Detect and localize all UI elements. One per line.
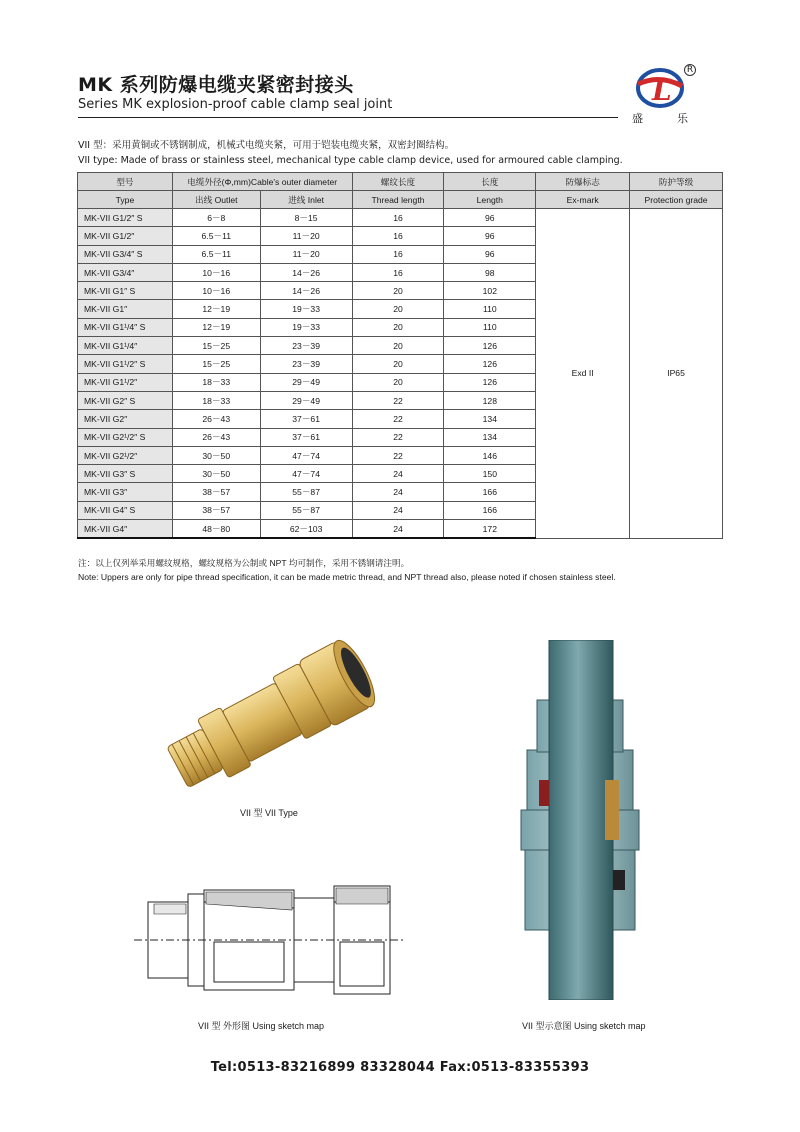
cell-inlet: 55－87 [260, 483, 352, 501]
cell-length: 134 [444, 428, 536, 446]
cell-inlet: 37－61 [260, 410, 352, 428]
cell-length: 98 [444, 263, 536, 281]
cell-outlet: 26－43 [172, 428, 260, 446]
cell-outlet: 15－25 [172, 337, 260, 355]
spec-table-body [78, 209, 723, 539]
cell-type: MK-VII G1¹/4″ [78, 337, 173, 355]
cell-length: 110 [444, 300, 536, 318]
cell-type: MK-VII G1/2″ [78, 227, 173, 245]
description-en: VII type: Made of brass or stainless steel, mechanical type cable clamp device, used for armoured cable clamping. [78, 155, 623, 166]
cell-outlet: 12－19 [172, 318, 260, 336]
cell-type: MK-VII G3/4″ [78, 263, 173, 281]
registered-mark: R [684, 64, 696, 76]
cell-thread-length: 16 [352, 209, 444, 227]
cell-length: 96 [444, 227, 536, 245]
table-header-row-1 [78, 173, 723, 191]
caption-photo: VII 型 VII Type [240, 808, 298, 818]
cell-length: 166 [444, 483, 536, 501]
cell-thread-length: 24 [352, 465, 444, 483]
cell-inlet: 8－15 [260, 209, 352, 227]
cell-outlet: 30－50 [172, 446, 260, 464]
table-row [78, 209, 723, 227]
cell-length: 166 [444, 501, 536, 519]
cell-inlet: 14－26 [260, 282, 352, 300]
cell-thread-length: 16 [352, 245, 444, 263]
cell-length: 146 [444, 446, 536, 464]
header-ex-en: Ex-mark [536, 191, 630, 209]
cell-inlet: 14－26 [260, 263, 352, 281]
cell-outlet: 38－57 [172, 501, 260, 519]
cell-inlet: 47－74 [260, 465, 352, 483]
cell-outlet: 10－16 [172, 263, 260, 281]
cell-inlet: 29－49 [260, 391, 352, 409]
cell-inlet: 47－74 [260, 446, 352, 464]
cell-inlet: 11－20 [260, 227, 352, 245]
cell-length: 150 [444, 465, 536, 483]
header-type-en: Type [78, 191, 173, 209]
cell-thread-length: 20 [352, 337, 444, 355]
cutaway-diagram [505, 640, 665, 1000]
header-length-en: Length [444, 191, 536, 209]
cell-thread-length: 24 [352, 483, 444, 501]
cell-inlet: 62－103 [260, 520, 352, 539]
spec-table [77, 172, 723, 539]
cell-inlet: 11－20 [260, 245, 352, 263]
cell-type: MK-VII G2¹/2″ [78, 446, 173, 464]
cell-inlet: 29－49 [260, 373, 352, 391]
cell-outlet: 18－33 [172, 373, 260, 391]
header-prot-cn: 防护等级 [630, 173, 723, 191]
header-inlet: 进线 Inlet [260, 191, 352, 209]
cell-length: 128 [444, 391, 536, 409]
svg-text:L: L [652, 74, 672, 107]
description-cn: VII 型：采用黄铜或不锈钢制成，机械式电缆夹紧，可用于铠装电缆夹紧，双密封圈结构。 [78, 140, 455, 151]
header-ex-cn: 防爆标志 [536, 173, 630, 191]
table-header-row-2 [78, 191, 723, 209]
cell-type: MK-VII G1¹/4″ S [78, 318, 173, 336]
cell-length: 110 [444, 318, 536, 336]
cell-length: 102 [444, 282, 536, 300]
cell-inlet: 37－61 [260, 428, 352, 446]
logo-char-2: 乐 [677, 112, 688, 125]
caption-diagram: VII 型示意图 Using sketch map [522, 1021, 646, 1031]
cell-length: 134 [444, 410, 536, 428]
cell-thread-length: 24 [352, 520, 444, 539]
cell-type: MK-VII G3″ S [78, 465, 173, 483]
cell-length: 172 [444, 520, 536, 539]
cell-type: MK-VII G3″ [78, 483, 173, 501]
logo-char-1: 盛 [632, 112, 643, 125]
cell-length: 126 [444, 337, 536, 355]
note-cn: 注：以上仅列举采用螺纹规格，螺纹规格为公制或 NPT 均可制作，采用不锈钢请注明。 [78, 558, 410, 568]
cell-outlet: 12－19 [172, 300, 260, 318]
contact-info: Tel:0513-83216899 83328044 Fax:0513-83355393 [210, 1060, 590, 1075]
cell-thread-length: 22 [352, 410, 444, 428]
header-thread-cn: 螺纹长度 [352, 173, 444, 191]
cell-length: 96 [444, 245, 536, 263]
page-title-en: Series MK explosion-proof cable clamp seal joint [78, 97, 393, 112]
cell-thread-length: 20 [352, 355, 444, 373]
cell-type: MK-VII G1/2″ S [78, 209, 173, 227]
cell-thread-length: 16 [352, 227, 444, 245]
cell-thread-length: 20 [352, 300, 444, 318]
header-outlet: 出线 Outlet [172, 191, 260, 209]
cell-inlet: 19－33 [260, 300, 352, 318]
header-type-cn: 型号 [78, 173, 173, 191]
cell-ex-mark: Exd II [536, 209, 630, 539]
cell-length: 126 [444, 355, 536, 373]
outline-sketch [134, 880, 404, 1000]
cell-thread-length: 16 [352, 263, 444, 281]
cell-type: MK-VII G1″ [78, 300, 173, 318]
cell-type: MK-VII G3/4″ S [78, 245, 173, 263]
header-thread-en: Thread length [352, 191, 444, 209]
cell-thread-length: 22 [352, 428, 444, 446]
cell-type: MK-VII G4″ S [78, 501, 173, 519]
logo-characters [632, 110, 688, 126]
header-length-cn: 长度 [444, 173, 536, 191]
cell-inlet: 23－39 [260, 355, 352, 373]
cell-type: MK-VII G1¹/2″ S [78, 355, 173, 373]
cell-outlet: 10－16 [172, 282, 260, 300]
cell-length: 96 [444, 209, 536, 227]
cell-outlet: 38－57 [172, 483, 260, 501]
cell-thread-length: 20 [352, 373, 444, 391]
cell-type: MK-VII G1″ S [78, 282, 173, 300]
cell-thread-length: 22 [352, 446, 444, 464]
cell-length: 126 [444, 373, 536, 391]
cell-type: MK-VII G4″ [78, 520, 173, 539]
cell-outlet: 15－25 [172, 355, 260, 373]
cell-thread-length: 20 [352, 318, 444, 336]
cell-outlet: 6－8 [172, 209, 260, 227]
cell-outlet: 6.5－11 [172, 227, 260, 245]
page-title-cn: MK 系列防爆电缆夹紧密封接头 [78, 74, 354, 96]
note-en: Note: Uppers are only for pipe thread specification, it can be made metric thread, and NPT thread also, please noted if chosen stainless steel. [78, 572, 616, 582]
cell-type: MK-VII G1¹/2″ [78, 373, 173, 391]
cell-type: MK-VII G2″ [78, 410, 173, 428]
cell-inlet: 23－39 [260, 337, 352, 355]
cell-thread-length: 22 [352, 391, 444, 409]
caption-sketch: VII 型 外形图 Using sketch map [198, 1021, 325, 1031]
cell-inlet: 55－87 [260, 501, 352, 519]
cell-outlet: 48－80 [172, 520, 260, 539]
cell-outlet: 26－43 [172, 410, 260, 428]
cell-outlet: 18－33 [172, 391, 260, 409]
brass-gland-photo [150, 622, 390, 792]
cell-thread-length: 20 [352, 282, 444, 300]
cell-thread-length: 24 [352, 501, 444, 519]
cell-outlet: 6.5－11 [172, 245, 260, 263]
title-rule [78, 117, 618, 118]
cell-inlet: 19－33 [260, 318, 352, 336]
header-diameter: 电缆外径(Φ,mm)Cable's outer diameter [172, 173, 352, 191]
cell-protection-grade: IP65 [630, 209, 723, 539]
cell-outlet: 30－50 [172, 465, 260, 483]
cell-type: MK-VII G2″ S [78, 391, 173, 409]
cell-type: MK-VII G2¹/2″ S [78, 428, 173, 446]
header-prot-en: Protection grade [630, 191, 723, 209]
